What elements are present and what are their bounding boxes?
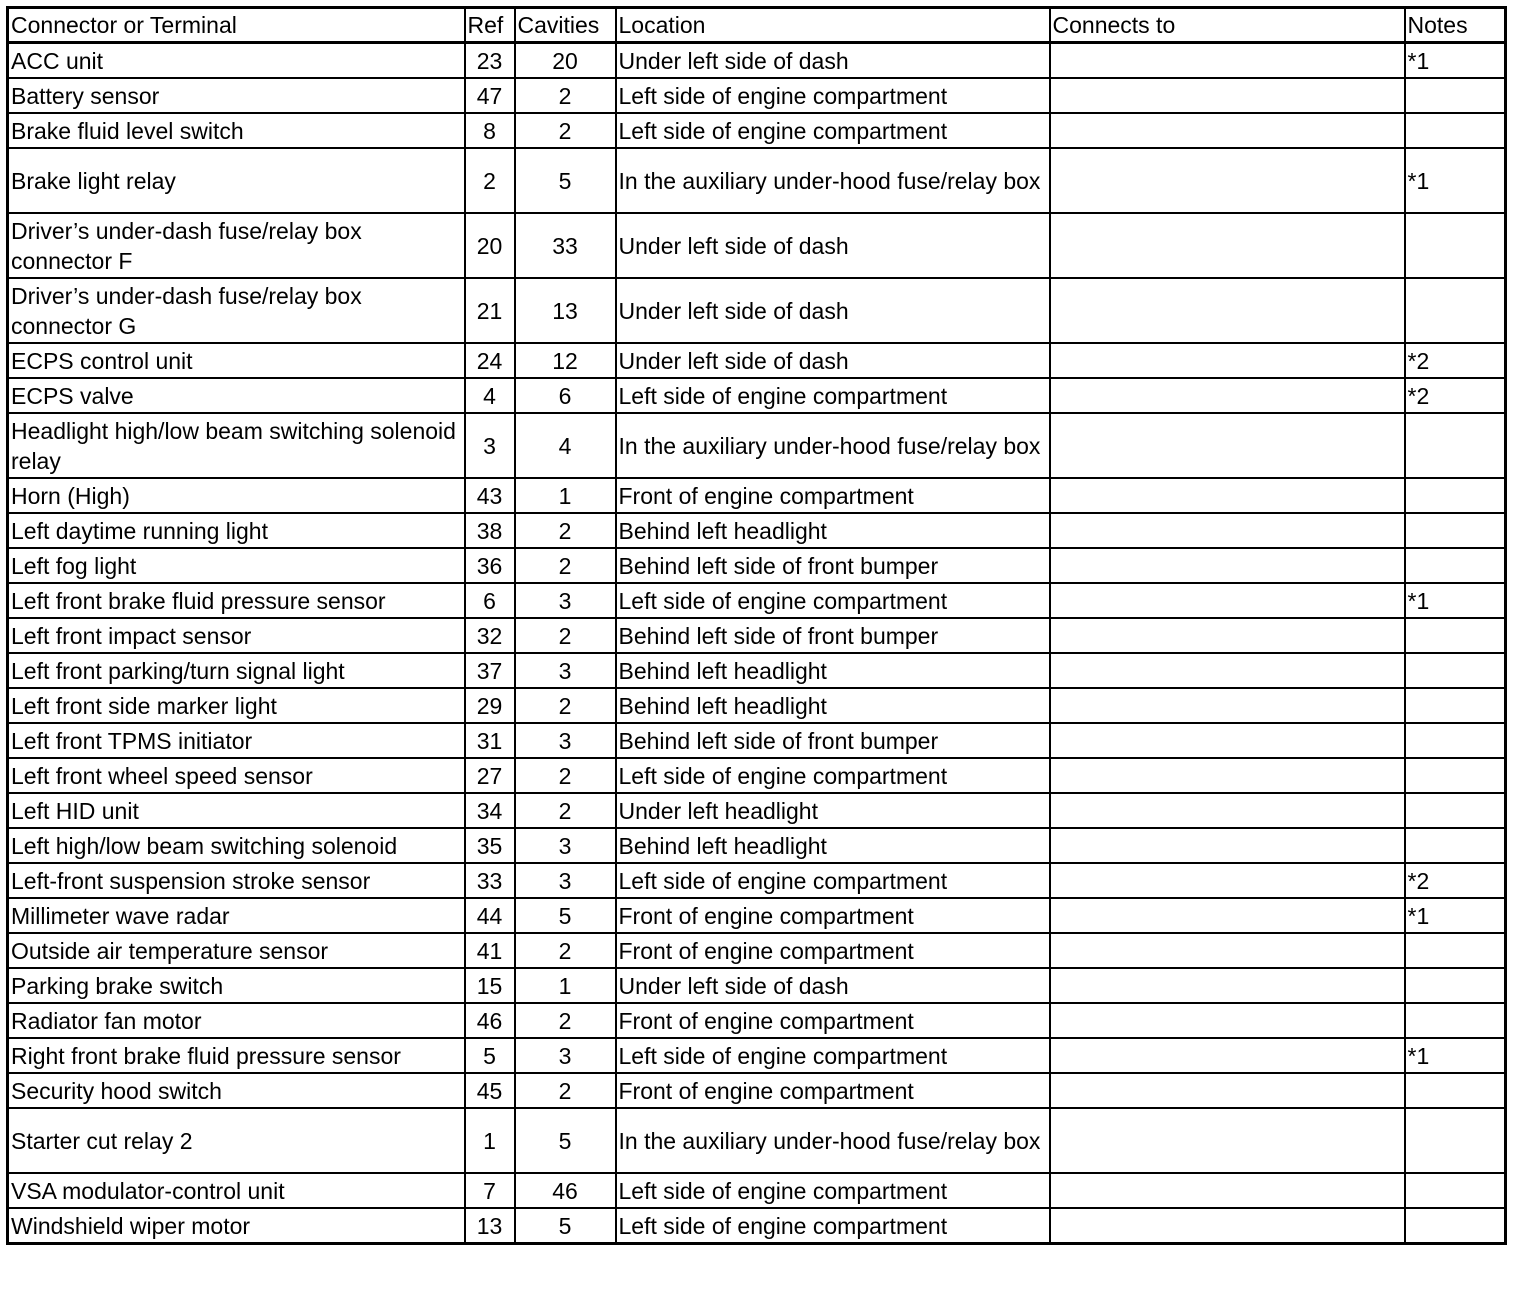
ref-cell: 24 [465, 343, 515, 378]
notes-cell [1405, 1208, 1506, 1244]
connector-table [6, 6, 1507, 1245]
table-row [8, 78, 1506, 113]
connector-name-cell: VSA modulator-control unit [8, 1173, 465, 1208]
cavities-cell: 3 [515, 863, 616, 898]
connector-name-cell: Horn (High) [8, 478, 465, 513]
ref-cell: 27 [465, 758, 515, 793]
connects-to-cell [1050, 583, 1405, 618]
cavities-cell: 3 [515, 653, 616, 688]
ref-cell: 13 [465, 1208, 515, 1244]
connector-name-cell: Millimeter wave radar [8, 898, 465, 933]
notes-cell [1405, 78, 1506, 113]
notes-cell: *2 [1405, 863, 1506, 898]
connects-to-cell [1050, 933, 1405, 968]
connector-name-cell: Brake light relay [8, 148, 465, 213]
table-row [8, 583, 1506, 618]
connector-name-cell: Left front impact sensor [8, 618, 465, 653]
connects-to-cell [1050, 413, 1405, 478]
header-cavities: Cavities [515, 8, 616, 43]
connects-to-cell [1050, 653, 1405, 688]
ref-cell: 36 [465, 548, 515, 583]
notes-cell: *1 [1405, 43, 1506, 79]
cavities-cell: 2 [515, 618, 616, 653]
connects-to-cell [1050, 793, 1405, 828]
connector-name-cell: Parking brake switch [8, 968, 465, 1003]
notes-cell [1405, 113, 1506, 148]
notes-cell [1405, 1003, 1506, 1038]
connects-to-cell [1050, 968, 1405, 1003]
table-row [8, 653, 1506, 688]
location-cell: Under left side of dash [616, 343, 1050, 378]
cavities-cell: 5 [515, 1208, 616, 1244]
connector-name-cell: Left-front suspension stroke sensor [8, 863, 465, 898]
cavities-cell: 1 [515, 968, 616, 1003]
connector-name-cell: Left daytime running light [8, 513, 465, 548]
header-connector: Connector or Terminal [8, 8, 465, 43]
ref-cell: 21 [465, 278, 515, 343]
notes-cell [1405, 1173, 1506, 1208]
cavities-cell: 1 [515, 478, 616, 513]
connector-name-cell: Security hood switch [8, 1073, 465, 1108]
table-row [8, 793, 1506, 828]
notes-cell [1405, 723, 1506, 758]
cavities-cell: 3 [515, 723, 616, 758]
table-row [8, 898, 1506, 933]
connects-to-cell [1050, 758, 1405, 793]
cavities-cell: 2 [515, 1073, 616, 1108]
connector-name-cell: Left front side marker light [8, 688, 465, 723]
table-row [8, 828, 1506, 863]
cavities-cell: 4 [515, 413, 616, 478]
connector-name-cell: Brake fluid level switch [8, 113, 465, 148]
ref-cell: 37 [465, 653, 515, 688]
notes-cell [1405, 618, 1506, 653]
ref-cell: 46 [465, 1003, 515, 1038]
notes-cell [1405, 1073, 1506, 1108]
connector-name-cell: Left front parking/turn signal light [8, 653, 465, 688]
connector-name-cell: Starter cut relay 2 [8, 1108, 465, 1173]
connects-to-cell [1050, 1073, 1405, 1108]
table-row [8, 933, 1506, 968]
location-cell: Front of engine compartment [616, 898, 1050, 933]
notes-cell [1405, 278, 1506, 343]
connects-to-cell [1050, 378, 1405, 413]
connects-to-cell [1050, 1208, 1405, 1244]
connects-to-cell [1050, 113, 1405, 148]
connector-name-cell: Driver’s under-dash fuse/relay box connector F [8, 213, 465, 278]
cavities-cell: 13 [515, 278, 616, 343]
cavities-cell: 12 [515, 343, 616, 378]
location-cell: Left side of engine compartment [616, 863, 1050, 898]
notes-cell [1405, 653, 1506, 688]
table-row [8, 43, 1506, 79]
ref-cell: 4 [465, 378, 515, 413]
connects-to-cell [1050, 1173, 1405, 1208]
ref-cell: 33 [465, 863, 515, 898]
cavities-cell: 2 [515, 78, 616, 113]
connects-to-cell [1050, 828, 1405, 863]
table-row [8, 688, 1506, 723]
notes-cell: *1 [1405, 898, 1506, 933]
header-notes: Notes [1405, 8, 1506, 43]
location-cell: Behind left side of front bumper [616, 723, 1050, 758]
table-row [8, 618, 1506, 653]
table-row [8, 213, 1506, 278]
cavities-cell: 5 [515, 898, 616, 933]
ref-cell: 7 [465, 1173, 515, 1208]
header-row [8, 8, 1506, 43]
connects-to-cell [1050, 1038, 1405, 1073]
ref-cell: 20 [465, 213, 515, 278]
location-cell: Left side of engine compartment [616, 78, 1050, 113]
cavities-cell: 2 [515, 793, 616, 828]
cavities-cell: 20 [515, 43, 616, 79]
connects-to-cell [1050, 1108, 1405, 1173]
connector-name-cell: Left HID unit [8, 793, 465, 828]
connects-to-cell [1050, 618, 1405, 653]
ref-cell: 38 [465, 513, 515, 548]
location-cell: Front of engine compartment [616, 933, 1050, 968]
connects-to-cell [1050, 513, 1405, 548]
connector-name-cell: Windshield wiper motor [8, 1208, 465, 1244]
location-cell: Under left side of dash [616, 278, 1050, 343]
table-row [8, 513, 1506, 548]
location-cell: Behind left side of front bumper [616, 548, 1050, 583]
location-cell: Under left side of dash [616, 968, 1050, 1003]
ref-cell: 47 [465, 78, 515, 113]
location-cell: Left side of engine compartment [616, 378, 1050, 413]
connector-name-cell: Left high/low beam switching solenoid [8, 828, 465, 863]
notes-cell: *1 [1405, 1038, 1506, 1073]
cavities-cell: 3 [515, 1038, 616, 1073]
location-cell: Left side of engine compartment [616, 1038, 1050, 1073]
location-cell: Behind left headlight [616, 828, 1050, 863]
ref-cell: 6 [465, 583, 515, 618]
header-ref: Ref [465, 8, 515, 43]
ref-cell: 43 [465, 478, 515, 513]
notes-cell: *1 [1405, 148, 1506, 213]
ref-cell: 35 [465, 828, 515, 863]
location-cell: In the auxiliary under-hood fuse/relay box [616, 148, 1050, 213]
location-cell: Behind left headlight [616, 513, 1050, 548]
table-row [8, 548, 1506, 583]
location-cell: Behind left headlight [616, 653, 1050, 688]
location-cell: In the auxiliary under-hood fuse/relay box [616, 1108, 1050, 1173]
connects-to-cell [1050, 1003, 1405, 1038]
notes-cell [1405, 1108, 1506, 1173]
cavities-cell: 2 [515, 513, 616, 548]
connects-to-cell [1050, 478, 1405, 513]
ref-cell: 8 [465, 113, 515, 148]
notes-cell [1405, 548, 1506, 583]
table-row [8, 478, 1506, 513]
ref-cell: 29 [465, 688, 515, 723]
table-row [8, 968, 1506, 1003]
cavities-cell: 46 [515, 1173, 616, 1208]
cavities-cell: 2 [515, 688, 616, 723]
cavities-cell: 2 [515, 548, 616, 583]
notes-cell [1405, 793, 1506, 828]
table-row [8, 1173, 1506, 1208]
connects-to-cell [1050, 278, 1405, 343]
notes-cell [1405, 933, 1506, 968]
table-row [8, 723, 1506, 758]
notes-cell: *2 [1405, 343, 1506, 378]
notes-cell [1405, 478, 1506, 513]
location-cell: Front of engine compartment [616, 1003, 1050, 1038]
cavities-cell: 2 [515, 113, 616, 148]
table-body [8, 43, 1506, 1244]
ref-cell: 5 [465, 1038, 515, 1073]
ref-cell: 44 [465, 898, 515, 933]
connector-name-cell: Left front wheel speed sensor [8, 758, 465, 793]
cavities-cell: 5 [515, 148, 616, 213]
cavities-cell: 2 [515, 933, 616, 968]
ref-cell: 1 [465, 1108, 515, 1173]
table-row [8, 1208, 1506, 1244]
cavities-cell: 5 [515, 1108, 616, 1173]
connects-to-cell [1050, 863, 1405, 898]
notes-cell [1405, 968, 1506, 1003]
table-row [8, 758, 1506, 793]
cavities-cell: 3 [515, 583, 616, 618]
connector-name-cell: Headlight high/low beam switching solenoid relay [8, 413, 465, 478]
connects-to-cell [1050, 43, 1405, 79]
table-row [8, 278, 1506, 343]
location-cell: Left side of engine compartment [616, 758, 1050, 793]
connects-to-cell [1050, 688, 1405, 723]
location-cell: Left side of engine compartment [616, 1173, 1050, 1208]
notes-cell [1405, 413, 1506, 478]
connects-to-cell [1050, 723, 1405, 758]
cavities-cell: 3 [515, 828, 616, 863]
location-cell: Left side of engine compartment [616, 583, 1050, 618]
location-cell: Left side of engine compartment [616, 1208, 1050, 1244]
ref-cell: 23 [465, 43, 515, 79]
header-location: Location [616, 8, 1050, 43]
connector-name-cell: Battery sensor [8, 78, 465, 113]
ref-cell: 34 [465, 793, 515, 828]
location-cell: In the auxiliary under-hood fuse/relay box [616, 413, 1050, 478]
connects-to-cell [1050, 213, 1405, 278]
table-row [8, 113, 1506, 148]
notes-cell [1405, 688, 1506, 723]
connects-to-cell [1050, 148, 1405, 213]
connector-name-cell: Right front brake fluid pressure sensor [8, 1038, 465, 1073]
ref-cell: 31 [465, 723, 515, 758]
location-cell: Front of engine compartment [616, 478, 1050, 513]
location-cell: Left side of engine compartment [616, 113, 1050, 148]
table-row [8, 863, 1506, 898]
connector-name-cell: ECPS control unit [8, 343, 465, 378]
notes-cell [1405, 513, 1506, 548]
ref-cell: 3 [465, 413, 515, 478]
connector-name-cell: Driver’s under-dash fuse/relay box connector G [8, 278, 465, 343]
notes-cell [1405, 758, 1506, 793]
location-cell: Under left side of dash [616, 213, 1050, 278]
document-page [6, 6, 1507, 1245]
ref-cell: 32 [465, 618, 515, 653]
connector-name-cell: ECPS valve [8, 378, 465, 413]
cavities-cell: 2 [515, 1003, 616, 1038]
connects-to-cell [1050, 898, 1405, 933]
connector-name-cell: Radiator fan motor [8, 1003, 465, 1038]
ref-cell: 2 [465, 148, 515, 213]
notes-cell [1405, 828, 1506, 863]
table-row [8, 378, 1506, 413]
connector-name-cell: Left fog light [8, 548, 465, 583]
header-connects-to: Connects to [1050, 8, 1405, 43]
location-cell: Front of engine compartment [616, 1073, 1050, 1108]
cavities-cell: 33 [515, 213, 616, 278]
cavities-cell: 2 [515, 758, 616, 793]
ref-cell: 15 [465, 968, 515, 1003]
location-cell: Behind left headlight [616, 688, 1050, 723]
table-row [8, 1073, 1506, 1108]
cavities-cell: 6 [515, 378, 616, 413]
connector-name-cell: Left front TPMS initiator [8, 723, 465, 758]
table-row [8, 1038, 1506, 1073]
location-cell: Under left headlight [616, 793, 1050, 828]
connects-to-cell [1050, 548, 1405, 583]
connector-name-cell: ACC unit [8, 43, 465, 79]
ref-cell: 45 [465, 1073, 515, 1108]
ref-cell: 41 [465, 933, 515, 968]
connects-to-cell [1050, 78, 1405, 113]
location-cell: Behind left side of front bumper [616, 618, 1050, 653]
notes-cell: *2 [1405, 378, 1506, 413]
location-cell: Under left side of dash [616, 43, 1050, 79]
table-row [8, 413, 1506, 478]
table-row [8, 1108, 1506, 1173]
connects-to-cell [1050, 343, 1405, 378]
notes-cell [1405, 213, 1506, 278]
table-row [8, 343, 1506, 378]
connector-name-cell: Outside air temperature sensor [8, 933, 465, 968]
notes-cell: *1 [1405, 583, 1506, 618]
table-row [8, 1003, 1506, 1038]
table-row [8, 148, 1506, 213]
connector-name-cell: Left front brake fluid pressure sensor [8, 583, 465, 618]
